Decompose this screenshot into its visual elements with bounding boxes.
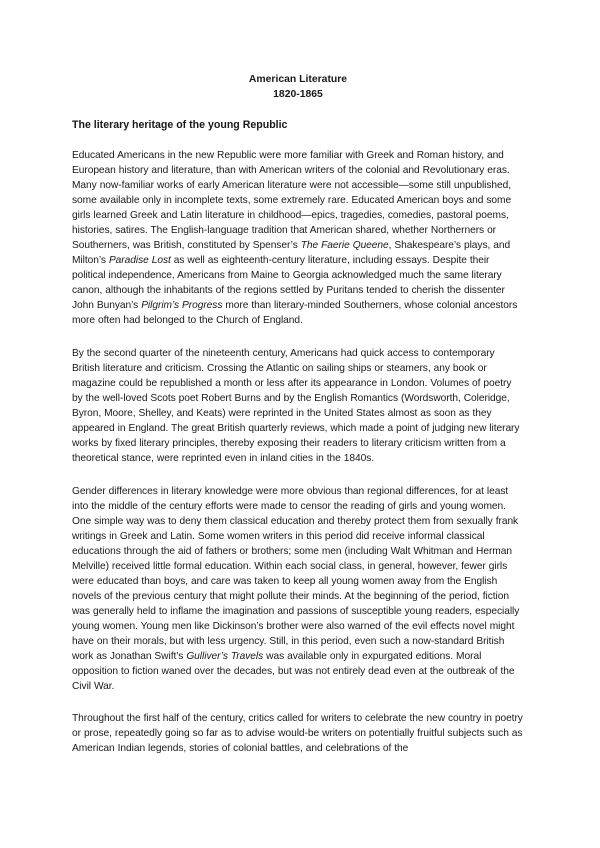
paragraph-text: , Shakespeare’s plays, and Milton’s <box>72 240 511 266</box>
paragraph-text: Educated Americans in the new Republic were more familiar with Greek and Roman history, and European history and literature, than with American writers of the colonial and Revolutionary eras. Many now-familiar works of early American literature were not accessible—some still unpublished, some available only in incomplete texts, some extremely rare. Educated American boys and some girls learned Greek and Latin literature in childhood—epics, tragedies, comedies, pastoral poems, histories, satires. The English-language tradition that American shared, whether Northerners or Southerners, was British, constituted by Spenser’s <box>72 150 512 251</box>
paragraph-2 <box>72 346 524 466</box>
work-title-faerie-queene: The Faerie Queene <box>300 240 389 251</box>
paragraph-text: By the second quarter of the nineteenth century, Americans had quick access to contemporary British literature and criticism. Crossing the Atlantic on sailing ships or steamers, any book or magazine could be republished a month or less after its appearance in London. Volumes of poetry by the well-loved Scots poet Robert Burns and by the English Romantics (Wordsworth, Coleridge, Byron, Moore, Shelley, and Keats) were reprinted in the United States almost as soon as they appeared in England. The great British quarterly reviews, which made a point of judging new literary works by fixed literary principles, thereby exposing their readers to literary criticism written from a theoretical stance, were reprinted even in inland cities in the 1840s. <box>72 348 520 464</box>
paragraph-text: Gender differences in literary knowledge were more obvious than regional differences, for at least into the middle of the century efforts were made to censor the reading of girls and young women. One simple way was to deny them classical education and thereby protect them from sexually frank writings in Greek and Latin. Some women writers in this period did receive informal classical educations through the aid of fathers or brothers; some men (including Walt Whitman and Herman Melville) received little formal education. Within each social class, in general, however, fewer girls were educated than boys, and care was taken to keep all young women away from the English novels of the previous century that might pollute their minds. At the beginning of the period, fiction was generally held to inflame the imagination and passions of susceptible young readers, especially young women. Young men like Dickinson’s brother were also warned of the evil effects novel might have on their morals, but with less urgency. Still, in this period, even such a now-standard British work as Jonathan Swift’s <box>72 486 520 662</box>
document-title: American Literature <box>248 74 348 85</box>
title-block <box>72 72 524 102</box>
section-heading: The literary heritage of the young Republic <box>72 119 288 131</box>
paragraph-text: Throughout the first half of the century, critics called for writers to celebrate the new country in poetry or prose, repeatedly going so far as to advise would-be writers on potentially fruitful subjects such as American Indian legends, stories of colonial battles, and celebrations of the <box>72 713 523 754</box>
paragraph-1 <box>72 148 524 328</box>
document-years: 1820-1865 <box>273 89 323 100</box>
paragraph-3 <box>72 484 524 694</box>
paragraph-text: was available only in expurgated editions. Moral opposition to fiction waned over the decades, but was not entirely dead even at the outbreak of the Civil War. <box>72 651 515 692</box>
paragraph-4 <box>72 711 524 756</box>
work-title-gullivers-travels: Gulliver’s Travels <box>186 651 264 662</box>
work-title-paradise-lost: Paradise Lost <box>108 255 171 266</box>
paragraph-text: more than literary-minded Southerners, whose colonial ancestors more often had belonged to the Church of England. <box>72 300 518 326</box>
paragraph-text: as well as eighteenth-century literature, including essays. Despite their political independence, Americans from Maine to Georgia acknowledged much the same literary canon, although the inhabitants of the regions settled by Puritans tended to cherish the dissenter John Bunyan’s <box>72 255 505 311</box>
work-title-pilgrims-progress: Pilgrim’s Progress <box>141 300 223 311</box>
